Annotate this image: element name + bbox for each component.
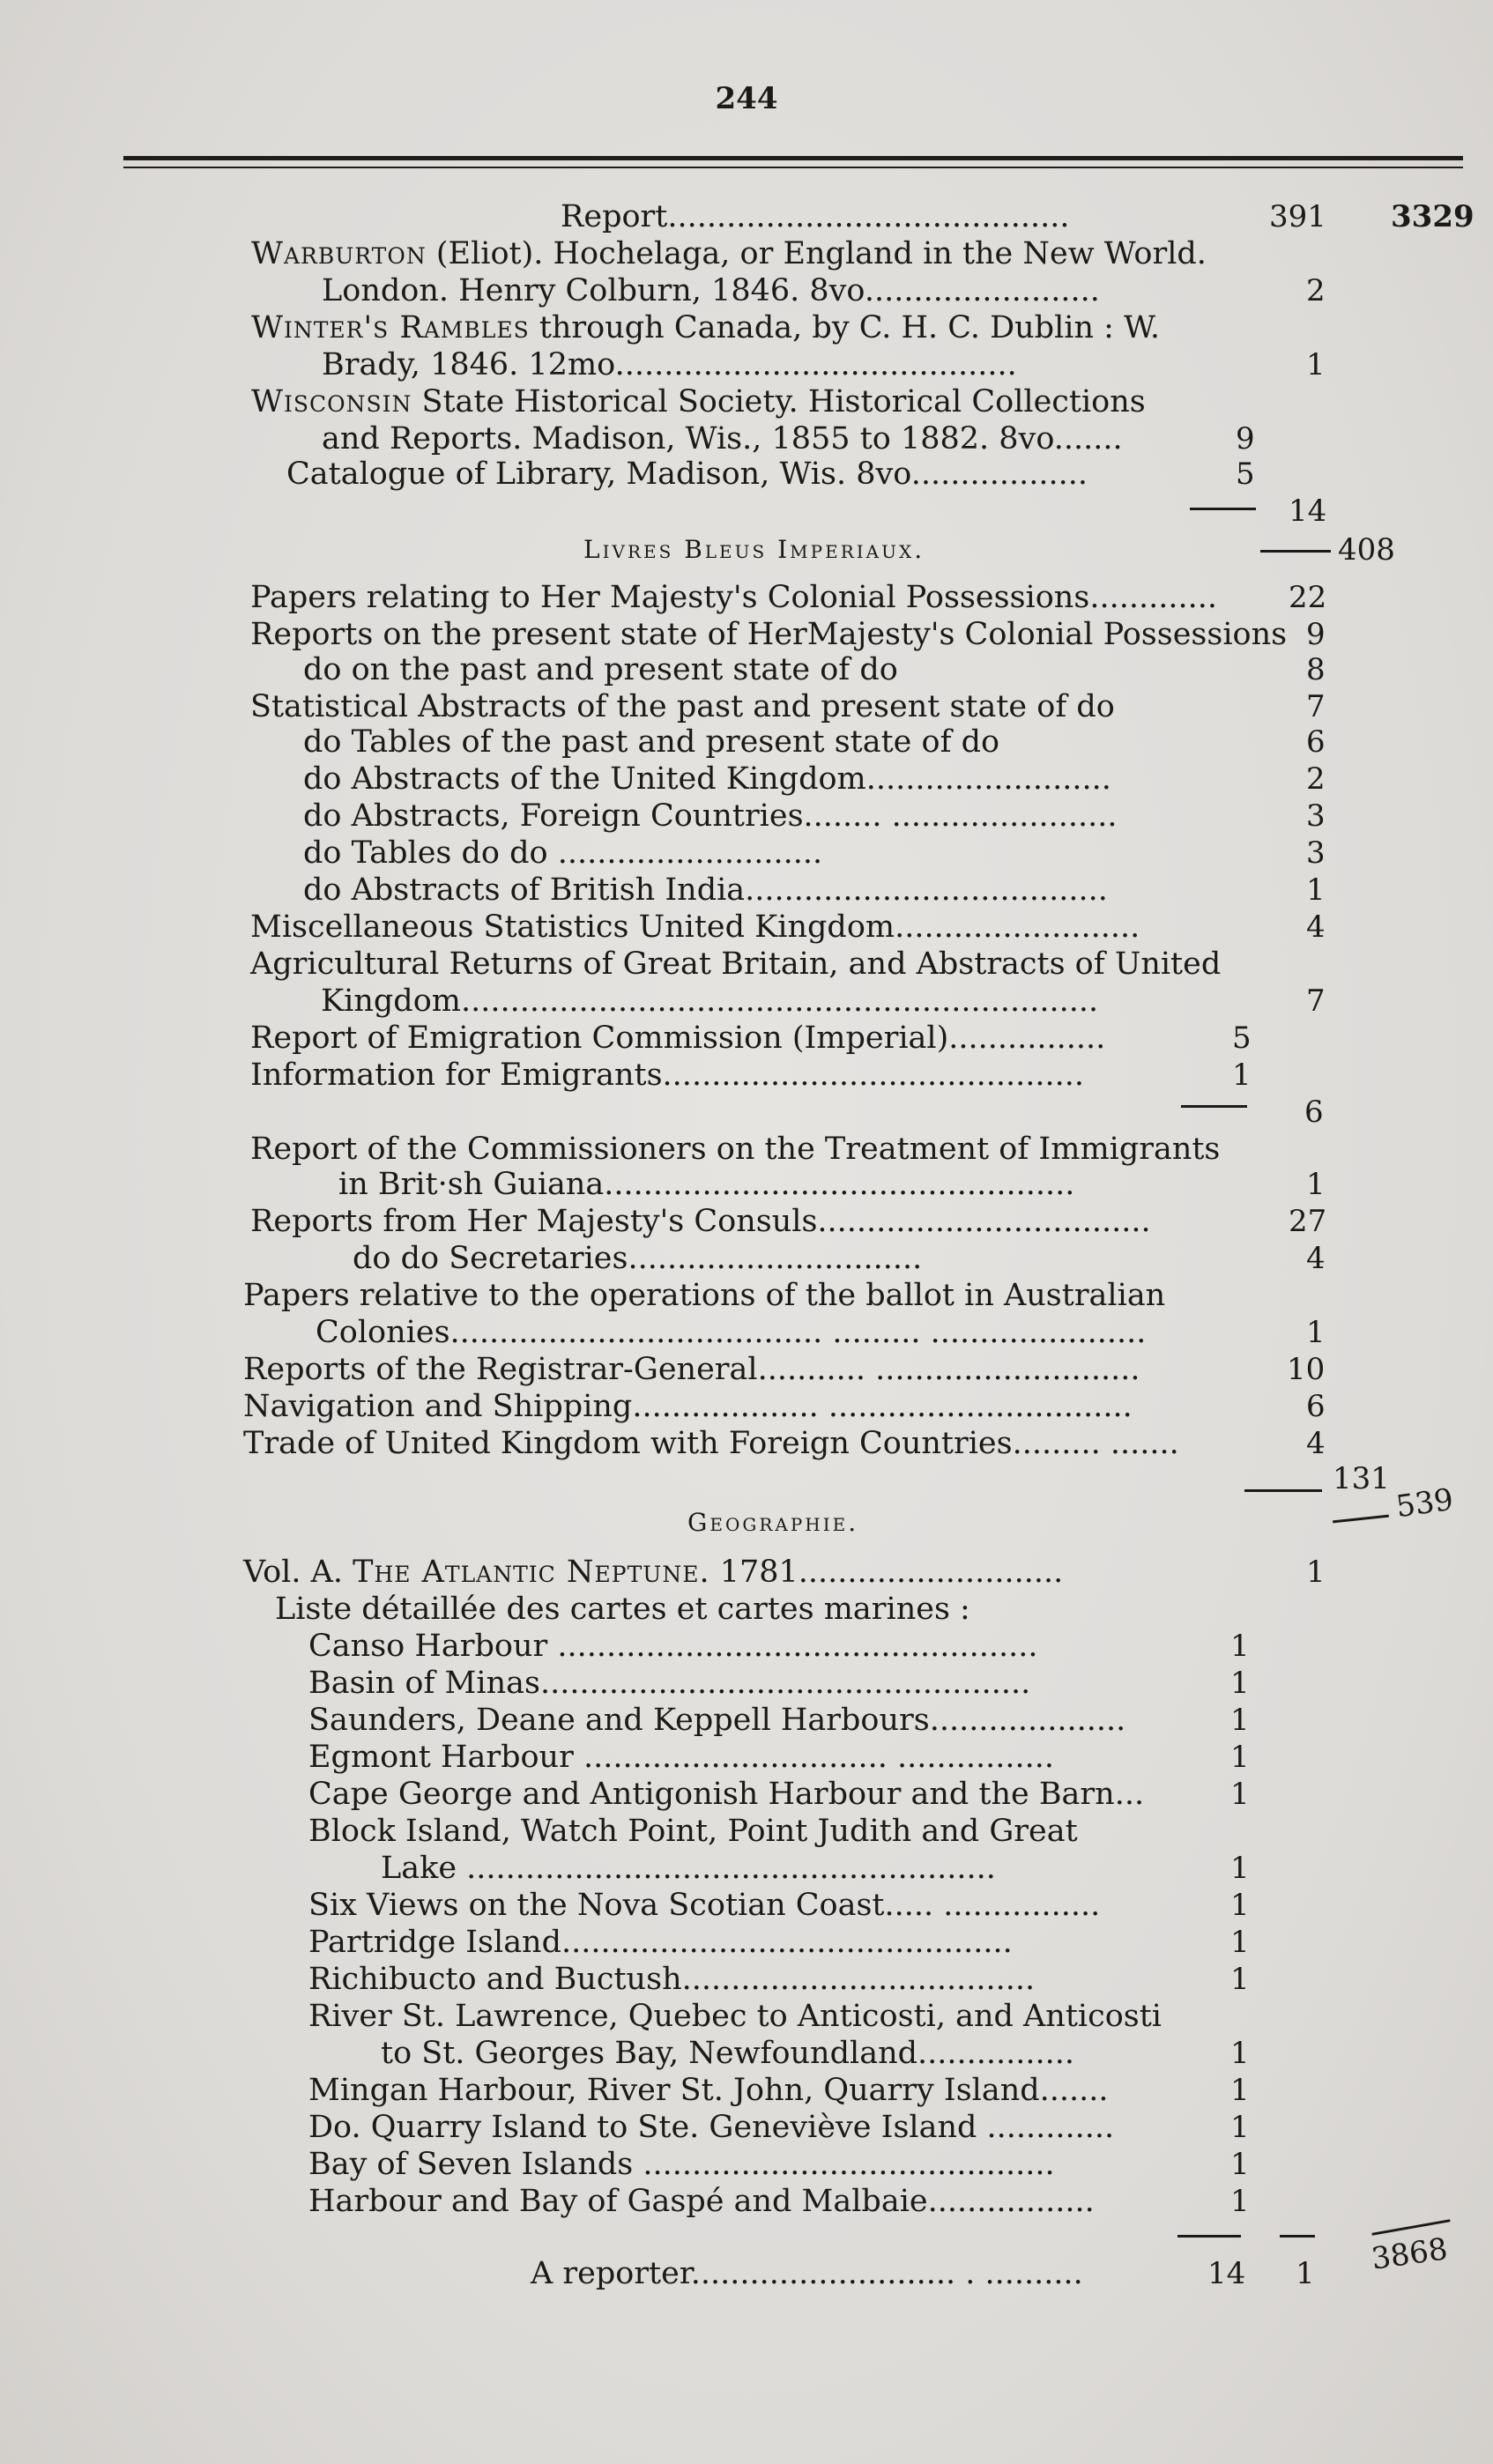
subtotal: 6 xyxy=(1304,1095,1324,1130)
entry-count: 9 xyxy=(1306,617,1326,652)
entry-count: 7 xyxy=(1306,983,1326,1019)
subtotal-rule xyxy=(1181,1105,1247,1108)
header-rule xyxy=(123,156,1463,168)
subtotal: 131 xyxy=(1333,1461,1390,1496)
entry-count: 1 xyxy=(1230,2036,1250,2071)
entry-text: do Tables of the past and present state of do xyxy=(303,724,1000,760)
entry-count: 1 xyxy=(1230,1851,1250,1886)
entry-count: 1 xyxy=(1232,1058,1252,1093)
total-rule xyxy=(1333,1515,1389,1524)
entry-text: Brady, 1846. 12mo......................................... xyxy=(322,347,1017,382)
entry-text: Basin of Minas.................................................. xyxy=(308,1666,1031,1701)
entry-text: London. Henry Colburn, 1846. 8vo........................ xyxy=(322,273,1100,308)
total-rule xyxy=(1260,550,1331,553)
entry-count: 4 xyxy=(1306,1426,1326,1461)
entry-count: 4 xyxy=(1306,1241,1326,1276)
entry-count: 6 xyxy=(1306,1389,1326,1424)
section-total: 539 xyxy=(1393,1481,1456,1525)
entry-text: Winter's Rambles through Canada, by C. H. C. Dublin : W. xyxy=(251,310,1161,345)
entry-text: Wisconsin State Historical Society. Historical Collections xyxy=(251,384,1146,419)
carry-forward-count: 1 xyxy=(1296,2256,1315,2291)
entry-text: Miscellaneous Statistics United Kingdom......................... xyxy=(250,909,1140,945)
entry-text: Report......................................... xyxy=(561,199,1070,234)
entry-text: to St. Georges Bay, Newfoundland................ xyxy=(381,2036,1075,2071)
entry-text: Harbour and Bay of Gaspé and Malbaie................. xyxy=(308,2184,1095,2219)
entry-count: 10 xyxy=(1287,1352,1326,1387)
entry-text: Richibucto and Buctush.................................... xyxy=(308,1962,1036,1997)
carry-forward-label: A reporter........................... . .......... xyxy=(531,2256,1083,2291)
entry-count: 2 xyxy=(1306,761,1326,797)
entry-text: in Brit·sh Guiana................................................ xyxy=(338,1167,1075,1202)
entry-count: 1 xyxy=(1230,1888,1250,1923)
entry-text: and Reports. Madison, Wis., 1855 to 1882. 8vo....... xyxy=(322,421,1123,456)
entry-count: 5 xyxy=(1236,456,1255,492)
entry-count: 1 xyxy=(1230,2147,1250,2182)
section-heading: Livres Bleus Imperiaux. xyxy=(583,535,925,564)
entry-text: do Abstracts, Foreign Countries........ ....................... xyxy=(303,798,1118,834)
entry-text: Cape George and Antigonish Harbour and the Barn... xyxy=(308,1777,1145,1812)
subtotal-rule xyxy=(1177,2235,1241,2238)
entry-text: Papers relating to Her Majesty's Colonial Possessions............. xyxy=(250,580,1217,615)
entry-text: Report of Emigration Commission (Imperial)................ xyxy=(250,1020,1106,1056)
page-number: 244 xyxy=(715,81,778,116)
entry-text: Reports on the present state of HerMajesty's Colonial Possessions xyxy=(250,617,1288,652)
entry-text: Liste détaillée des cartes et cartes marines : xyxy=(275,1592,970,1627)
subtotal-rule xyxy=(1280,2235,1315,2238)
entry-text: do do Secretaries.............................. xyxy=(353,1241,923,1276)
entry-text: Catalogue of Library, Madison, Wis. 8vo.................. xyxy=(286,456,1088,492)
entry-text: Reports of the Registrar-General........... ........................... xyxy=(243,1352,1140,1387)
entry-text: Warburton (Eliot). Hochelaga, or England in the New World. xyxy=(251,236,1207,271)
entry-text: Agricultural Returns of Great Britain, and Abstracts of United xyxy=(250,946,1222,982)
entry-count: 9 xyxy=(1236,421,1255,456)
entry-text: do on the past and present state of do xyxy=(303,652,898,687)
entry-text: Reports from Her Majesty's Consuls.................................. xyxy=(250,1204,1151,1239)
entry-count: 1 xyxy=(1230,1962,1250,1997)
entry-text: Partridge Island.............................................. xyxy=(308,1925,1013,1960)
entry-count: 3 xyxy=(1306,835,1326,871)
section-heading: Geographie. xyxy=(687,1508,859,1537)
entry-count: 1 xyxy=(1230,1629,1250,1664)
entry-text: do Abstracts of the United Kingdom......................... xyxy=(303,761,1111,797)
entry-text: Navigation and Shipping................... ............................... xyxy=(243,1389,1133,1424)
entry-count: 1 xyxy=(1230,2073,1250,2108)
entry-count: 1 xyxy=(1230,1925,1250,1960)
entry-count: 1 xyxy=(1306,1555,1326,1590)
entry-count: 7 xyxy=(1306,689,1326,724)
entry-text: Mingan Harbour, River St. John, Quarry Island....... xyxy=(308,2073,1109,2108)
entry-text: Saunders, Deane and Keppell Harbours.................... xyxy=(308,1703,1126,1738)
carry-forward-count: 14 xyxy=(1207,2256,1246,2291)
entry-text: Vol. A. The Atlantic Neptune. 1781........................... xyxy=(243,1555,1064,1590)
subtotal-rule xyxy=(1190,508,1256,510)
entry-text: Information for Emigrants........................................... xyxy=(250,1058,1084,1093)
entry-text: Six Views on the Nova Scotian Coast..... ................ xyxy=(308,1888,1101,1923)
entry-text: do Abstracts of British India..................................... xyxy=(303,872,1108,908)
entry-text: Do. Quarry Island to Ste. Geneviève Island ............. xyxy=(308,2110,1115,2145)
entry-count: 1 xyxy=(1230,1740,1250,1775)
entry-text: Block Island, Watch Point, Point Judith and Great xyxy=(308,1814,1078,1849)
section-total: 408 xyxy=(1338,532,1395,568)
entry-count: 1 xyxy=(1230,1666,1250,1701)
entry-count: 27 xyxy=(1289,1204,1327,1239)
entry-text: Report of the Commissioners on the Treatment of Immigrants xyxy=(250,1132,1221,1167)
entry-count: 1 xyxy=(1230,2110,1250,2145)
entry-count: 1 xyxy=(1230,1777,1250,1812)
entry-text: Statistical Abstracts of the past and present state of do xyxy=(250,689,1115,724)
entry-count: 8 xyxy=(1306,652,1326,687)
subtotal-rule xyxy=(1244,1489,1322,1492)
entry-count: 2 xyxy=(1306,273,1326,308)
entry-count: 1 xyxy=(1306,347,1326,382)
entry-text: Colonies...................................... ......... ...................... xyxy=(316,1315,1147,1350)
entry-count: 391 xyxy=(1269,199,1326,234)
entry-text: Egmont Harbour ............................... ................ xyxy=(308,1740,1054,1775)
entry-count: 6 xyxy=(1306,724,1326,760)
entry-text: Papers relative to the operations of the ballot in Australian xyxy=(243,1278,1166,1313)
entry-count: 1 xyxy=(1230,1703,1250,1738)
entry-count: 3 xyxy=(1306,798,1326,834)
running-total: 3329 xyxy=(1391,199,1474,234)
carry-forward-total: 3868 xyxy=(1369,2231,1450,2277)
entry-count: 1 xyxy=(1306,872,1326,908)
entry-text: Canso Harbour ................................................. xyxy=(308,1629,1038,1664)
entry-count: 1 xyxy=(1306,1167,1326,1202)
entry-text: do Tables do do ........................... xyxy=(303,835,823,871)
entry-text: Bay of Seven Islands .......................................... xyxy=(308,2147,1055,2182)
entry-count: 22 xyxy=(1289,580,1327,615)
entry-text: Lake ...................................................... xyxy=(381,1851,996,1886)
entry-count: 4 xyxy=(1306,909,1326,945)
entry-text: Kingdom................................................................. xyxy=(321,983,1099,1019)
entry-text: River St. Lawrence, Quebec to Anticosti, and Anticosti xyxy=(308,1999,1162,2034)
entry-count: 5 xyxy=(1232,1020,1252,1056)
subtotal: 14 xyxy=(1289,494,1327,529)
entry-count: 1 xyxy=(1306,1315,1326,1350)
entry-count: 1 xyxy=(1230,2184,1250,2219)
entry-text: Trade of United Kingdom with Foreign Countries......... ....... xyxy=(243,1426,1179,1461)
